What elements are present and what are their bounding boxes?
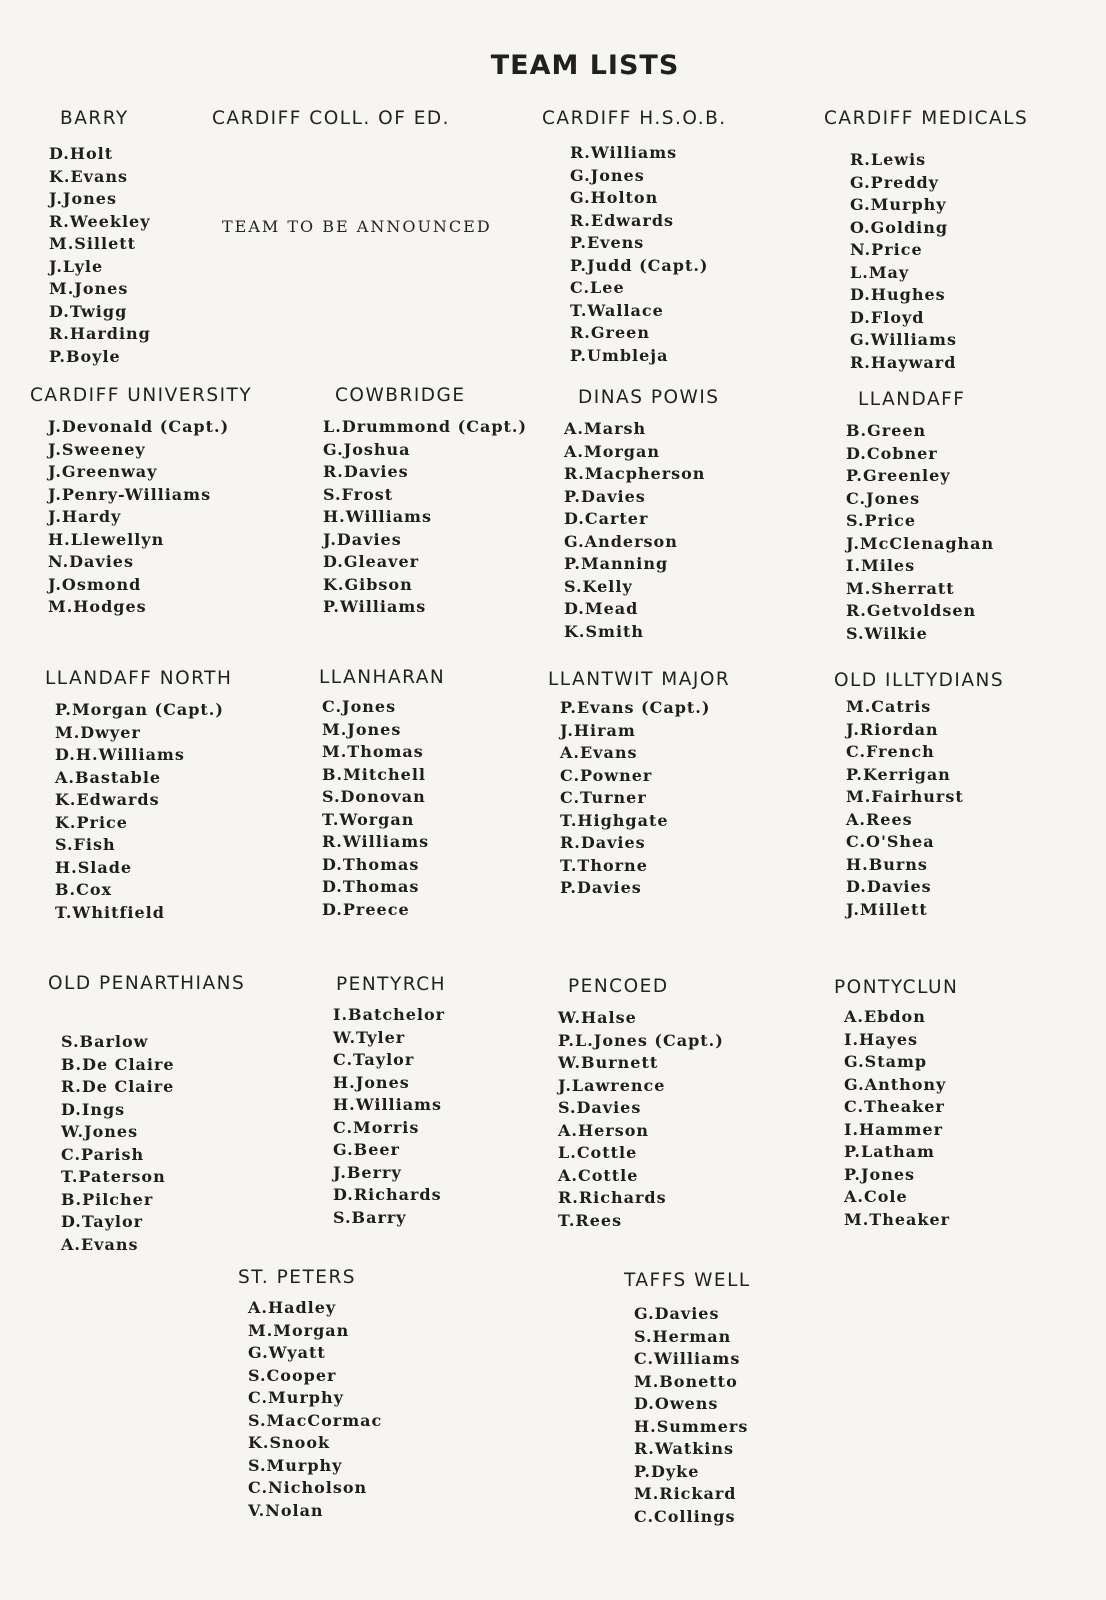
player-name: P.Davies (564, 486, 646, 506)
player-name: C.Taylor (333, 1050, 415, 1069)
player-name: H.Burns (846, 854, 928, 874)
player-name: D.Thomas (322, 877, 420, 896)
player-name: W.Jones (61, 1122, 139, 1141)
player-name: T.Worgan (322, 809, 415, 829)
player-name: S.Wilkie (846, 623, 928, 643)
player-name: M.Jones (322, 719, 402, 739)
player-name: P.Umbleja (570, 345, 669, 365)
player-name: M.Theaker (844, 1209, 951, 1229)
player-name: D.Holt (49, 144, 114, 163)
player-name: J.Davies (323, 529, 402, 549)
player-name: P.Evans (Capt.) (560, 698, 711, 717)
player-name: A.Cole (844, 1187, 908, 1206)
player-name: P.Judd (Capt.) (570, 255, 709, 275)
player-name: R.Davies (560, 833, 646, 852)
player-name: R.Richards (558, 1188, 667, 1207)
player-name: T.Highgate (560, 810, 669, 830)
player-name: C.Nicholson (248, 1478, 368, 1497)
player-name: M.Sillett (49, 234, 137, 253)
player-list (49, 143, 151, 368)
player-name: G.Joshua (323, 439, 411, 459)
team-cardiff-university (30, 385, 253, 616)
team-llantwit-major (548, 669, 731, 897)
team-barry (49, 108, 151, 366)
team-name: CARDIFF H.S.O.B. (542, 108, 727, 129)
player-name: P.Evens (570, 233, 645, 252)
player-name: A.Marsh (564, 419, 647, 438)
player-name: H.Llewellyn (48, 529, 165, 549)
player-name: P.Jones (844, 1164, 916, 1184)
player-list (570, 142, 709, 367)
player-name: G.Jones (570, 165, 645, 185)
team-cardiff-hsob (542, 108, 727, 365)
player-name: P.Latham (844, 1142, 935, 1161)
player-name: C.Jones (846, 488, 921, 508)
player-name: R.Harding (49, 324, 151, 343)
player-name: R.Lewis (850, 150, 927, 169)
player-name: D.Taylor (61, 1212, 144, 1231)
team-name: LLANTWIT MAJOR (548, 669, 731, 690)
player-name: P.L.Jones (Capt.) (558, 1030, 724, 1050)
team-name: PENCOED (568, 976, 669, 997)
player-name: J.Jones (49, 189, 117, 208)
player-name: S.Frost (323, 484, 394, 504)
player-name: I.Hayes (844, 1029, 919, 1049)
player-name: I.Batchelor (333, 1005, 446, 1024)
player-name: C.Powner (560, 765, 653, 785)
player-name: M.Fairhurst (846, 787, 964, 806)
player-name: C.Jones (322, 697, 397, 716)
player-name: G.Anderson (564, 531, 678, 551)
player-list (322, 696, 429, 921)
player-name: G.Beer (333, 1140, 400, 1159)
player-name: J.Sweeney (48, 439, 146, 459)
player-name: C.Lee (570, 278, 625, 297)
player-name: J.Hiram (560, 720, 636, 740)
player-name: B.Mitchell (322, 764, 426, 784)
player-name: A.Cottle (558, 1165, 639, 1185)
player-name: R.De Claire (61, 1077, 175, 1096)
player-name: S.Barry (333, 1207, 407, 1227)
team-name: PENTYRCH (336, 974, 447, 995)
player-name: S.Kelly (564, 576, 633, 596)
player-name: R.Macpherson (564, 464, 706, 483)
player-name: D.Cobner (846, 443, 938, 463)
team-cardiff-medicals (824, 108, 1029, 372)
player-name: A.Evans (560, 743, 638, 762)
team-st-peters (238, 1267, 383, 1520)
team-taffs-well (624, 1270, 751, 1526)
team-name: ST. PETERS (238, 1267, 357, 1288)
player-name: T.Wallace (570, 300, 664, 320)
player-name: P.Morgan (Capt.) (55, 700, 224, 719)
player-name: M.Catris (846, 697, 932, 716)
player-name: A.Herson (558, 1120, 650, 1140)
player-list (846, 420, 994, 645)
player-name: R.Hayward (850, 352, 957, 372)
team-name: PONTYCLUN (834, 977, 959, 998)
player-name: A.Rees (846, 809, 913, 829)
team-llanharan (319, 667, 446, 919)
player-name: S.Herman (634, 1326, 732, 1346)
player-name: M.Rickard (634, 1484, 737, 1503)
player-name: R.Williams (322, 832, 430, 851)
player-name: P.Williams (323, 597, 427, 616)
player-name: B.Green (846, 421, 927, 440)
player-name: D.Thomas (322, 854, 420, 874)
player-name: S.Murphy (248, 1455, 343, 1475)
team-dinas-powis (564, 387, 720, 641)
player-name: P.Greenley (846, 466, 951, 485)
player-name: A.Hadley (248, 1298, 337, 1317)
player-name: R.Williams (570, 143, 678, 162)
player-name: A.Morgan (564, 441, 660, 461)
player-name: R.Getvoldsen (846, 601, 977, 620)
player-name: A.Bastable (55, 767, 162, 787)
team-cowbridge (323, 385, 528, 616)
player-name: M.Dwyer (55, 722, 141, 742)
player-name: B.Cox (55, 880, 113, 899)
team-name: LLANDAFF NORTH (45, 668, 233, 689)
team-name: OLD ILLTYDIANS (834, 670, 1005, 691)
player-name: D.Floyd (850, 307, 925, 327)
player-name: W.Halse (558, 1008, 637, 1027)
player-list (323, 416, 527, 619)
player-name: I.Hammer (844, 1119, 944, 1139)
player-name: P.Manning (564, 554, 669, 573)
team-llandaff-north (45, 668, 233, 922)
player-name: M.Jones (49, 279, 129, 298)
team-llandaff (846, 389, 995, 643)
player-name: D.Mead (564, 599, 639, 618)
player-list (248, 1297, 382, 1522)
player-name: D.Ings (61, 1099, 126, 1119)
player-name: T.Rees (558, 1210, 623, 1230)
team-name: TAFFS WELL (624, 1270, 751, 1291)
player-name: T.Whitfield (55, 902, 165, 922)
player-list (846, 696, 964, 921)
player-name: J.Riordan (846, 719, 939, 739)
player-name: C.O'Shea (846, 832, 935, 851)
player-name: R.Davies (323, 462, 409, 481)
player-name: G.Davies (634, 1304, 720, 1323)
player-name: D.Davies (846, 877, 932, 896)
team-pentyrch (333, 974, 447, 1227)
team-name: OLD PENARTHIANS (48, 973, 246, 994)
player-name: C.Collings (634, 1506, 736, 1526)
player-name: S.Donovan (322, 787, 426, 806)
team-pontyclun (834, 977, 959, 1229)
team-old-penarthians (48, 973, 246, 1254)
player-name: D.Richards (333, 1185, 442, 1204)
team-name: CARDIFF COLL. OF ED. (212, 108, 451, 129)
team-name: DINAS POWIS (578, 387, 720, 408)
player-name: K.Edwards (55, 790, 160, 809)
player-name: P.Boyle (49, 346, 121, 366)
player-name: G.Holton (570, 188, 659, 207)
player-name: R.Weekley (49, 211, 151, 231)
player-name: W.Burnett (558, 1053, 659, 1072)
player-name: V.Nolan (248, 1500, 324, 1520)
player-name: M.Bonetto (634, 1371, 738, 1391)
player-name: J.Millett (846, 899, 928, 919)
player-name: K.Snook (248, 1433, 331, 1452)
player-name: S.MacCormac (248, 1410, 383, 1430)
player-list (48, 416, 229, 619)
player-name: K.Price (55, 812, 128, 832)
player-list (844, 1006, 950, 1231)
player-name: D.Carter (564, 509, 649, 528)
player-name: T.Paterson (61, 1167, 166, 1186)
player-name: I.Miles (846, 556, 916, 575)
player-name: B.De Claire (61, 1054, 175, 1074)
player-name: H.Jones (333, 1072, 410, 1092)
player-name: W.Tyler (333, 1027, 406, 1047)
player-name: C.Theaker (844, 1097, 945, 1116)
player-list (560, 697, 710, 900)
player-name: D.Gleaver (323, 552, 420, 571)
player-list (634, 1303, 748, 1528)
player-name: P.Davies (560, 878, 642, 897)
player-name: S.Cooper (248, 1365, 337, 1385)
player-name: T.Thorne (560, 855, 648, 875)
player-name: J.Devonald (Capt.) (48, 417, 230, 436)
player-name: K.Evans (49, 166, 128, 186)
player-name: G.Wyatt (248, 1343, 326, 1362)
team-name: LLANDAFF (858, 389, 966, 410)
player-name: D.H.Williams (55, 745, 185, 764)
player-name: J.Lawrence (558, 1075, 666, 1095)
player-name: S.Barlow (61, 1032, 149, 1051)
team-name: CARDIFF MEDICALS (824, 108, 1029, 129)
player-name: J.McClenaghan (846, 533, 995, 553)
player-list (333, 1004, 445, 1229)
player-name: H.Summers (634, 1416, 749, 1436)
player-name: C.Morris (333, 1117, 420, 1137)
player-name: G.Stamp (844, 1052, 928, 1071)
player-list (61, 1031, 175, 1256)
team-cardiff-coll-of-ed (212, 108, 450, 129)
player-name: C.Williams (634, 1349, 741, 1368)
player-name: C.Turner (560, 788, 647, 807)
player-name: H.Williams (333, 1095, 442, 1114)
player-name: J.Osmond (48, 574, 142, 594)
player-name: D.Hughes (850, 285, 946, 304)
player-name: H.Williams (323, 507, 432, 526)
player-name: S.Fish (55, 835, 116, 854)
player-list (564, 418, 705, 643)
player-name: C.French (846, 742, 935, 761)
player-list (55, 699, 224, 924)
page-title: TEAM LISTS (490, 50, 680, 81)
team-name: BARRY (60, 108, 129, 129)
team-name: CARDIFF UNIVERSITY (30, 385, 253, 406)
player-name: L.Drummond (Capt.) (323, 417, 528, 436)
player-name: N.Davies (48, 552, 134, 571)
player-list (558, 1007, 724, 1232)
player-name: O.Golding (850, 217, 949, 237)
player-name: N.Price (850, 240, 923, 259)
player-name: S.Davies (558, 1098, 642, 1117)
player-name: A.Evans (61, 1234, 139, 1254)
player-name: J.Hardy (48, 507, 122, 526)
player-name: R.Watkins (634, 1439, 735, 1458)
player-name: M.Thomas (322, 742, 424, 761)
player-name: H.Slade (55, 857, 133, 877)
team-name: COWBRIDGE (335, 385, 466, 406)
player-name: P.Kerrigan (846, 764, 951, 784)
player-name: G.Williams (850, 330, 957, 349)
team-pencoed (558, 976, 724, 1230)
player-name: D.Twigg (49, 301, 128, 321)
player-list (850, 149, 957, 374)
player-name: S.Price (846, 511, 917, 530)
team-old-illtydians (834, 670, 1005, 919)
player-name: R.Green (570, 323, 650, 342)
player-name: M.Sherratt (846, 578, 955, 598)
player-name: K.Gibson (323, 574, 413, 594)
player-name: J.Lyle (49, 256, 104, 276)
team-name: LLANHARAN (319, 667, 446, 688)
player-name: D.Preece (322, 899, 410, 919)
player-name: P.Dyke (634, 1461, 700, 1481)
player-name: G.Anthony (844, 1074, 947, 1094)
player-name: K.Smith (564, 621, 645, 641)
player-name: G.Murphy (850, 195, 947, 214)
player-name: C.Parish (61, 1144, 145, 1164)
player-name: A.Ebdon (844, 1007, 926, 1026)
player-name: J.Greenway (48, 462, 158, 481)
player-name: D.Owens (634, 1394, 719, 1413)
player-name: G.Preddy (850, 172, 939, 192)
player-name: L.Cottle (558, 1143, 638, 1162)
player-name: M.Morgan (248, 1320, 350, 1340)
player-name: J.Penry-Williams (48, 484, 212, 504)
player-name: M.Hodges (48, 597, 147, 616)
player-name: L.May (850, 262, 910, 282)
team-to-be-announced: TEAM TO BE ANNOUNCED (222, 217, 492, 236)
player-name: C.Murphy (248, 1388, 344, 1407)
player-name: J.Berry (333, 1162, 402, 1182)
player-name: B.Pilcher (61, 1189, 154, 1209)
player-name: R.Edwards (570, 210, 675, 230)
